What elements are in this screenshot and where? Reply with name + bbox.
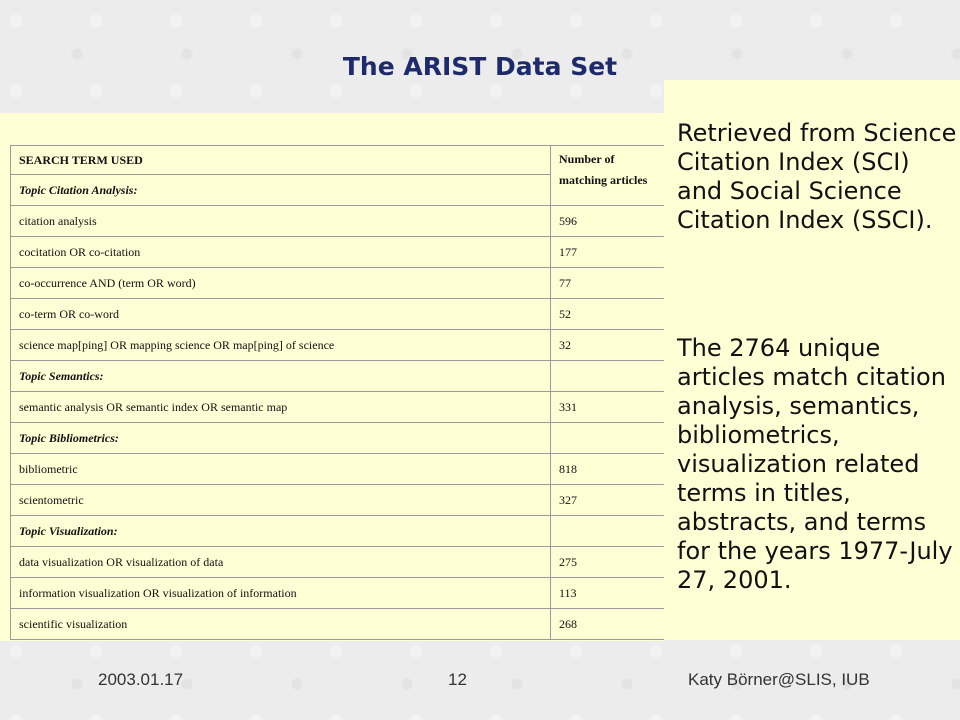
search-terms-table	[10, 145, 665, 640]
search-terms-panel	[0, 113, 664, 641]
footer-date: 2003.01.17	[98, 670, 184, 689]
search-term-cell: co-term OR co-word	[11, 299, 551, 330]
article-count-cell: 113	[551, 578, 665, 609]
article-count-cell	[551, 516, 665, 547]
table-row	[11, 299, 665, 330]
table-row	[11, 330, 665, 361]
table-row	[11, 423, 665, 454]
article-count-cell: 818	[551, 454, 665, 485]
topic-heading: Topic Semantics:	[11, 361, 551, 392]
search-term-cell: citation analysis	[11, 206, 551, 237]
header-article-count: Number of matching articles	[551, 146, 665, 206]
table-row	[11, 547, 665, 578]
search-term-cell: information visualization OR visualization of information	[11, 578, 551, 609]
search-term-cell: data visualization OR visualization of data	[11, 547, 551, 578]
search-term-cell: science map[ping] OR mapping science OR map[ping] of science	[11, 330, 551, 361]
footer-page-number: 12	[448, 670, 467, 689]
slide-title: The ARIST Data Set	[342, 52, 618, 81]
search-term-cell: cocitation OR co-citation	[11, 237, 551, 268]
table-row	[11, 268, 665, 299]
article-count-cell	[551, 423, 665, 454]
article-count-cell: 596	[551, 206, 665, 237]
article-count-cell: 32	[551, 330, 665, 361]
table-row	[11, 516, 665, 547]
search-term-cell: scientific visualization	[11, 609, 551, 640]
search-term-cell: scientometric	[11, 485, 551, 516]
footer-author: Katy Börner@SLIS, IUB	[688, 670, 870, 689]
table-row	[11, 206, 665, 237]
table-header-row	[11, 146, 665, 175]
article-count-cell: 275	[551, 547, 665, 578]
source-paragraph: Retrieved from Science Citation Index (SCI) and Social Science Citation Index (SSCI).	[677, 119, 957, 234]
topic-heading: Topic Citation Analysis:	[11, 175, 551, 206]
article-count-cell	[551, 361, 665, 392]
article-count-cell: 177	[551, 237, 665, 268]
table-row	[11, 485, 665, 516]
article-count-cell: 331	[551, 392, 665, 423]
description-panel	[664, 80, 960, 640]
header-search-term: SEARCH TERM USED	[11, 146, 551, 175]
search-term-cell: bibliometric	[11, 454, 551, 485]
table-row	[11, 361, 665, 392]
search-term-cell: semantic analysis OR semantic index OR semantic map	[11, 392, 551, 423]
article-count-cell: 268	[551, 609, 665, 640]
table-row	[11, 237, 665, 268]
table-row	[11, 609, 665, 640]
summary-paragraph: The 2764 unique articles match citation analysis, semantics, bibliometrics, visualization related terms in titles, abstracts, and terms for the years 1977-July 27, 2001.	[677, 334, 953, 594]
article-count-cell: 77	[551, 268, 665, 299]
topic-heading: Topic Bibliometrics:	[11, 423, 551, 454]
table-row	[11, 578, 665, 609]
search-term-cell: co-occurrence AND (term OR word)	[11, 268, 551, 299]
table-row	[11, 392, 665, 423]
article-count-cell: 327	[551, 485, 665, 516]
article-count-cell: 52	[551, 299, 665, 330]
topic-heading: Topic Visualization:	[11, 516, 551, 547]
table-row	[11, 454, 665, 485]
